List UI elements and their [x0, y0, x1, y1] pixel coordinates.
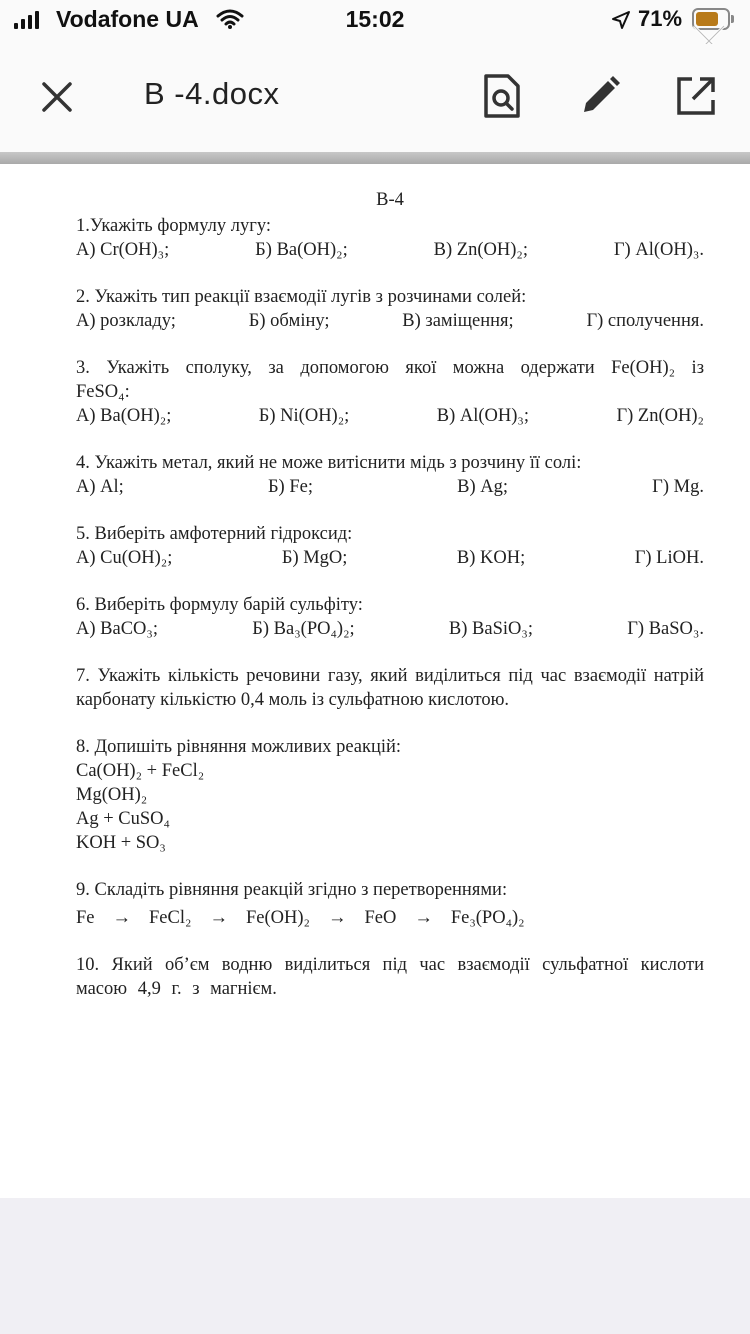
carrier-name: Vodafone UA: [56, 6, 199, 32]
clock: 15:02: [345, 6, 405, 32]
equation-line: Ca(OH)₂ + FeCl₂: [76, 761, 205, 781]
arrow: →: [414, 908, 433, 928]
chain-item: Fe₃(PO₄)₂: [450, 908, 525, 928]
option-a: А) BaCO₃;: [76, 619, 158, 639]
equation-line: KOH + SO₃: [76, 833, 166, 853]
option-c: В) KOH;: [456, 548, 526, 568]
option-c: В) Ag;: [457, 477, 509, 497]
option-a: А) Al;: [76, 477, 124, 497]
variant-title: В-4: [376, 190, 404, 210]
question-text: 6. Виберіть формулу барій сульфіту:: [76, 595, 363, 615]
answer-options: [76, 546, 704, 570]
find-in-document-icon[interactable]: [482, 72, 522, 120]
transformation-chain: [76, 906, 704, 930]
option-b: Б) Ni(OH)₂;: [258, 406, 350, 426]
location-arrow-icon: [610, 9, 632, 31]
question-text: 2. Укажіть тип реакції взаємодії лугів з розчинами солей:: [76, 287, 527, 307]
option-d: Г) Mg.: [652, 477, 704, 497]
option-a: А) розкладу;: [76, 311, 176, 331]
question-text: 7. Укажіть кількість речовини газу, який виділиться під час взаємодії натрій карбонату кількістю 0,4 моль із сульфатною кислотою.: [76, 666, 704, 710]
chain-item: FeCl₂: [149, 908, 192, 928]
option-c: В) заміщення;: [402, 311, 514, 331]
document-toolbar: [0, 44, 750, 152]
chain-item: Fe: [76, 908, 95, 928]
question-10: [76, 953, 704, 1001]
equation-line: Ag + CuSO₄: [76, 809, 170, 829]
document-content: [76, 188, 704, 1024]
option-c: В) Zn(OH)₂;: [433, 240, 528, 260]
answer-options: [76, 404, 704, 428]
question-text: 10. Який об’єм водню виділиться під час взаємодії сульфатної кислоти масою 4,9 г. з магнієм.: [76, 955, 704, 999]
question-text: 1.Укажіть формулу лугу:: [76, 216, 272, 236]
option-d: Г) Zn(OH)₂: [616, 406, 704, 426]
question-text: 4. Укажіть метал, який не може витіснити мідь з розчину її солі:: [76, 453, 582, 473]
equation-line: Mg(OH)₂: [76, 785, 148, 805]
option-b: Б) MgO;: [281, 548, 348, 568]
option-b: Б) Fe;: [267, 477, 313, 497]
chain-item: Fe(OH)₂: [245, 908, 310, 928]
option-d: Г) Al(OH)₃.: [613, 240, 704, 260]
question-4: [76, 451, 704, 499]
question-text: 5. Виберіть амфотерний гідроксид:: [76, 524, 353, 544]
option-c: В) Al(OH)₃;: [436, 406, 530, 426]
document-title: В -4.docx: [144, 76, 280, 111]
arrow: →: [209, 908, 228, 928]
answer-options: [76, 617, 704, 641]
toolbar-divider: [0, 152, 750, 164]
option-a: А) Cu(OH)₂;: [76, 548, 173, 568]
open-external-icon[interactable]: [674, 74, 718, 118]
option-d: Г) LiOH.: [634, 548, 704, 568]
close-icon[interactable]: [36, 76, 78, 118]
document-page[interactable]: [0, 164, 750, 1198]
battery-percent: 71%: [638, 6, 683, 31]
chain-item: FeO: [364, 908, 397, 928]
arrow: →: [112, 908, 131, 928]
status-bar: [0, 0, 750, 44]
arrow: →: [327, 908, 347, 928]
question-2: [76, 285, 704, 333]
option-c: В) BaSiO₃;: [448, 619, 533, 639]
option-d: Г) BaSO₃.: [627, 619, 704, 639]
answer-options: [76, 309, 704, 333]
option-a: А) Cr(OH)₃;: [76, 240, 170, 260]
question-text: 8. Допишіть рівняння можливих реакцій:: [76, 737, 402, 757]
question-5: [76, 522, 704, 570]
option-b: Б) Ba₃(PO₄)₂;: [252, 619, 355, 639]
answer-options: [76, 475, 704, 499]
option-b: Б) обміну;: [248, 311, 330, 331]
edit-pencil-icon[interactable]: [578, 74, 622, 118]
question-1: [76, 214, 704, 262]
answer-options: [76, 238, 704, 262]
question-text: 3. Укажіть сполуку, за допомогою якої можна одержати Fe(OH)₂ із FeSO₄:: [76, 358, 704, 402]
question-text: 9. Складіть рівняння реакцій згідно з перетвореннями:: [76, 880, 508, 900]
question-6: [76, 593, 704, 641]
option-b: Б) Ba(OH)₂;: [255, 240, 348, 260]
question-3: [76, 356, 704, 428]
question-9: [76, 878, 704, 930]
question-8: [76, 735, 704, 855]
question-7: [76, 664, 704, 712]
option-a: А) Ba(OH)₂;: [76, 406, 172, 426]
option-d: Г) сполучення.: [586, 311, 704, 331]
